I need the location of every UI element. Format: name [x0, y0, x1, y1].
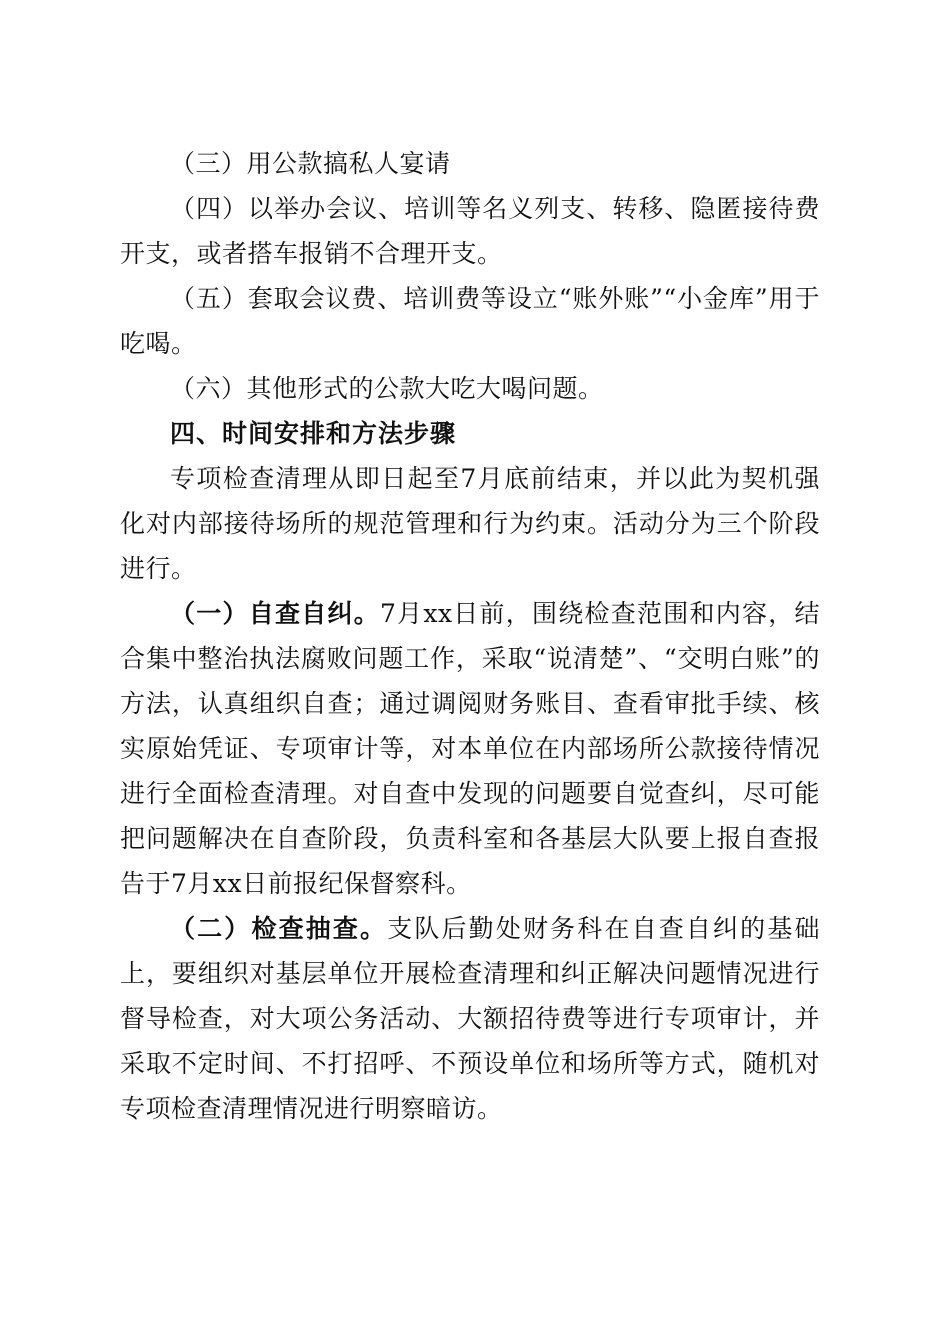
section-heading: 四、时间安排和方法步骤: [170, 419, 457, 448]
list-item-4: （四）以举办会议、培训等名义列支、转移、隐匿接待费开支，或者搭车报销不合理开支。: [120, 194, 820, 268]
list-item-3: （三）用公款搞私人宴请: [170, 149, 451, 178]
step-inspection: [120, 906, 820, 1131]
document-body: [120, 141, 820, 1131]
list-item-6: （六）其他形式的公款大吃大喝问题。: [170, 374, 604, 403]
step-inspection-title: （二）检查抽查。: [170, 914, 388, 943]
list-item-5: （五）套取会议费、培训费等设立“账外账”“小金库”用于吃喝。: [120, 284, 820, 358]
section-intro: 专项检查清理从即日起至7月底前结束，并以此为契机强化对内部接待场所的规范管理和行为约束。活动分为三个阶段进行。: [120, 464, 820, 583]
step-self-check-title: （一）自查自纠。: [170, 599, 380, 628]
step-self-check-body: 7月xx日前，围绕检查范围和内容，结合集中整治执法腐败问题工作，采取“说清楚”、“交明白账”的方法，认真组织自查；通过调阅财务账目、查看审批手续、核实原始凭证、专项审计等，对本单位在内部场所公款接待情况进行全面检查清理。对自查中发现的问题要自觉查纠，尽可能把问题解决在自查阶段，负责科室和各基层大队要上报自查报告于7月xx日前报纪保督察科。: [120, 599, 820, 898]
step-self-check: [120, 591, 820, 906]
step-inspection-body: 支队后勤处财务科在自查自纠的基础上，要组织对基层单位开展检查清理和纠正解决问题情况进行督导检查，对大项公务活动、大额招待费等进行专项审计，并采取不定时间、不打招呼、不预设单位和场所等方式，随机对专项检查清理情况进行明察暗访。: [120, 914, 820, 1123]
